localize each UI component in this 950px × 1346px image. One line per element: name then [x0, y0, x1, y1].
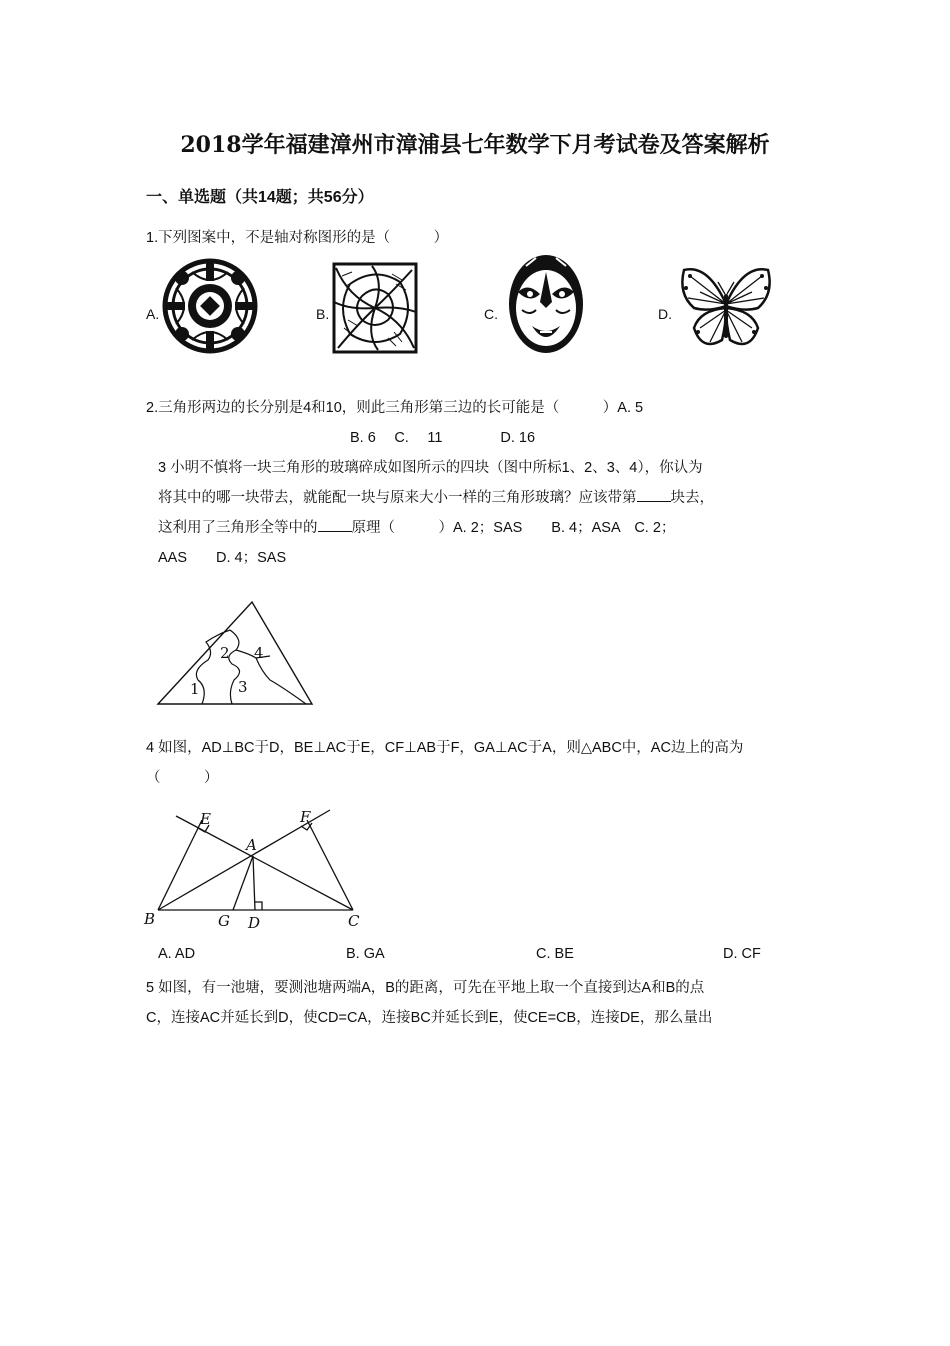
q3-line-1: 3 小明不慎将一块三角形的玻璃碎成如图所示的四块（图中所标1、2、3、4），你认为 [158, 460, 703, 476]
answer-blank [637, 487, 671, 502]
shard-label-2: 2 [220, 644, 230, 662]
q3-line-2-text-a: 将其中的哪一块带去，就能配一块与原来大小一样的三角形玻璃？应该带第 [158, 490, 637, 506]
point-label-d: D [248, 914, 261, 932]
q4-line-1: 4 如图，AD⊥BC于D，BE⊥AC于E，CF⊥AB于F，GA⊥AC于A，则△ABC中，AC边上的高为 [146, 740, 744, 756]
q5-line-1: 5 如图，有一池塘，要测池塘两端A，B的距离，可先在平地上取一个直接到达A和B的点 [146, 980, 705, 996]
section-heading: 一、单选题（共14题；共56分） [146, 189, 374, 206]
point-label-e: E [200, 810, 211, 828]
point-label-a: A [246, 836, 257, 854]
q5-line-2: C，连接AC并延长到D，使CD=CA，连接BC并延长到E，使CE=CB，连接DE，那么量出 [146, 1010, 713, 1026]
q3-line-2 [158, 486, 714, 507]
broken-triangle-figure [150, 596, 320, 712]
q3-line-3 [158, 516, 675, 537]
answer-blank [318, 517, 352, 532]
q4-option-a: A. AD [158, 946, 196, 962]
opera-mask-image [506, 252, 586, 356]
q2-options-line: B. 6 C. 11 D. 16 [350, 430, 536, 446]
mandala-pattern-image [162, 258, 258, 354]
point-label-c: C [348, 912, 360, 930]
q3-line-3-text-a: 这利用了三角形全等中的 [158, 520, 318, 536]
shard-label-4: 4 [254, 644, 264, 662]
q1-option-a-label: A. [146, 306, 160, 322]
q3-line-3-text-b: 原理（ ）A. 2；SAS B. 4；ASA C. 2； [351, 520, 676, 536]
q4-option-d: D. CF [723, 946, 761, 962]
q1-option-d-label: D. [658, 306, 672, 322]
point-label-g: G [218, 912, 230, 930]
page-title: 2018学年福建漳州市漳浦县七年数学下月考试卷及答案解析 [180, 132, 770, 158]
q1-option-c-label: C. [484, 306, 498, 322]
butterfly-image [678, 264, 774, 354]
q2-stem: 2.三角形两边的长分别是4和10，则此三角形第三边的长可能是（ ）A. 5 [146, 400, 644, 416]
q4-option-b: B. GA [346, 946, 385, 962]
point-label-f: F [300, 808, 311, 826]
q4-line-2: （ ） [146, 770, 219, 786]
shard-label-1: 1 [190, 680, 200, 698]
shard-label-3: 3 [238, 678, 248, 696]
spiral-tile-image [332, 262, 418, 354]
point-label-b: B [144, 910, 156, 928]
q3-line-2-text-b: 块去， [670, 490, 714, 506]
q1-stem: 1.下列图案中，不是轴对称图形的是（ ） [146, 230, 449, 246]
altitude-triangle-figure [140, 800, 370, 934]
q1-option-b-label: B. [316, 306, 330, 322]
q4-option-c: C. BE [536, 946, 574, 962]
q3-line-4: AAS D. 4；SAS [158, 550, 287, 566]
